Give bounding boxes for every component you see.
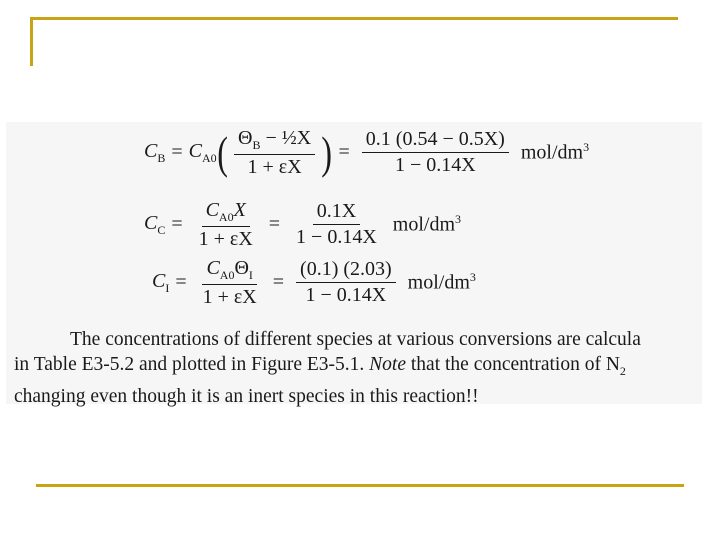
equals-sign: = bbox=[272, 271, 285, 294]
right-paren: ) bbox=[321, 126, 333, 178]
equation-ci bbox=[152, 258, 476, 308]
cb-fraction-2: $\frac{0.1 (0.54 - 0.5X)}{1 - 0.14X}$ bbox=[362, 129, 509, 176]
ci-lhs: $C_I$ bbox=[152, 269, 170, 295]
ci-fraction-2: $\frac{(0.1) (2.03)}{1 - 0.14X}$ bbox=[296, 259, 396, 306]
equals-sign: = bbox=[175, 271, 187, 294]
equals-sign: = bbox=[171, 213, 183, 236]
accent-rule-vertical bbox=[30, 18, 33, 66]
equation-cc bbox=[144, 200, 461, 250]
equals-sign: = bbox=[268, 213, 281, 236]
cc-fraction-2: $\frac{0.1X}{1 - 0.14X}$ bbox=[296, 200, 377, 249]
cb-unit: mol/$dm^3$ bbox=[520, 140, 590, 165]
equals-sign: = bbox=[338, 141, 350, 164]
left-paren: ( bbox=[216, 126, 228, 178]
ci-unit: mol/$dm^3$ bbox=[407, 270, 476, 295]
equals-sign: = bbox=[171, 141, 183, 164]
explanation-paragraph bbox=[14, 327, 704, 409]
paragraph-line-3: changing even though it is an inert species in this reaction!! bbox=[14, 385, 479, 407]
accent-rule-bottom bbox=[36, 484, 684, 487]
cc-fraction-1: $\frac{C_{A0}X}{1 + \varepsilon X}$ bbox=[198, 199, 253, 250]
scanned-textbook-excerpt bbox=[6, 122, 702, 407]
cc-lhs: $C_C$ bbox=[144, 211, 166, 237]
cb-lhs: $C_B$ bbox=[144, 139, 166, 165]
cc-unit: mol/$dm^3$ bbox=[392, 212, 462, 237]
accent-rule-top bbox=[30, 17, 678, 20]
equation-cb bbox=[144, 128, 589, 178]
cb-ca0: $C_{A0}$ bbox=[188, 139, 217, 165]
cb-fraction-1: $\frac{\Theta_B - \frac{1}{2}X}{1 + \varepsilon X}$ bbox=[234, 128, 315, 178]
paragraph-line-1: The concentrations of different species at various conversions are calcula bbox=[70, 329, 641, 350]
ci-fraction-1: $\frac{C_{A0}\Theta_I}{1 + \varepsilon X}$ bbox=[202, 257, 257, 308]
paragraph-line-2: in Table E3-5.2 and plotted in Figure E3-5.1. Note that the concentration of $N_2$ bbox=[14, 354, 626, 378]
